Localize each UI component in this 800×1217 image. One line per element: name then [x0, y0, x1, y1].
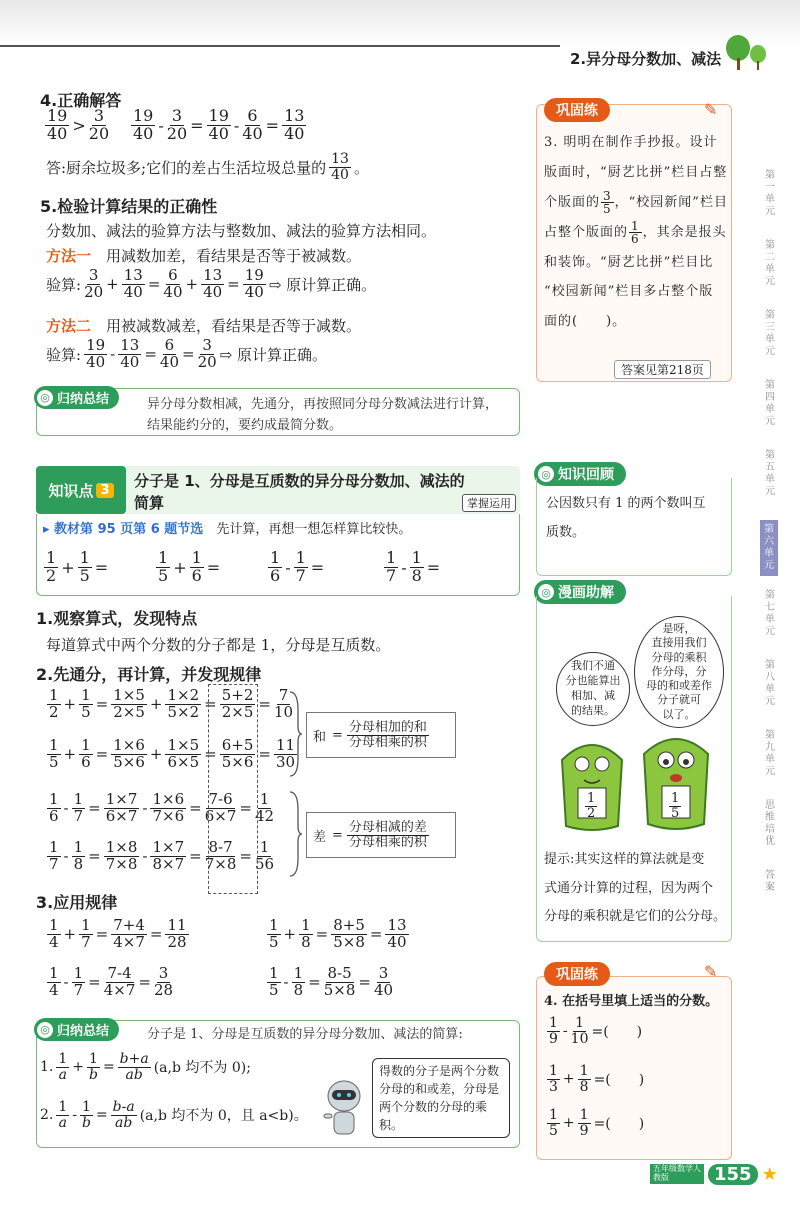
method1-eq: 验算: 3 20 + $\frac{13}{40}$ = $\frac{6}{40}$ + $\frac{13}{40}$ = $\frac{19}{40}$ ⇨ 原计算正确。: [46, 266, 377, 301]
knowledge-point-header: [36, 466, 520, 514]
star-icon: ★: [761, 1163, 778, 1185]
summary2-badge: ◎ 归纳总结: [34, 1018, 119, 1041]
unit-tab[interactable]: 第 八 单 元: [765, 660, 775, 707]
target-icon: ◎: [37, 1022, 53, 1038]
page-tag: 五年级数学人教版: [650, 1164, 704, 1184]
unit-tab[interactable]: 第 三 单 元: [765, 310, 775, 357]
header-title: 2.异分母分数加、减法: [570, 50, 722, 68]
textbook-box: ▸ 教材第 95 页第 6 题节选 先计算，再想一想怎样算比较快。 1 2 + $\frac{1}{5}$ = 1 5 + $\frac{1}{6}$ = 1 6 - $\frac{1}{7}$ = 1 7 - $\frac{1}{8}$ =: [36, 514, 520, 596]
method2-line: 方法二 用被减数减差，看结果是否等于减数。: [46, 317, 362, 335]
method1-line: 方法一 用减数加差，看结果是否等于被减数。: [46, 247, 362, 265]
k3-row: 1 4 - $\frac{1}{7}$ = $\frac{7-4}{4\times 7}$ = $\frac{3}{28}$: [49, 964, 174, 999]
summary1-badge: ◎ 归纳总结: [34, 386, 119, 409]
target-icon: ◎: [538, 584, 554, 600]
k2-row: 1 2 + $\frac{1}{5}$ = $\frac{1\times 5}{2\times 5}$ + $\frac{1\times 2}{5\times 2}$ = $\frac{5+2}{2\times 5}$ = $\frac{7}{10}$: [49, 686, 294, 721]
k2-title: 2.先通分，再计算，并发现规律: [36, 665, 262, 684]
summary2-text: 分子是 1、分母是互质数的异分母分数加、减法的简算:: [147, 1027, 463, 1042]
practice-badge-2: 巩固练: [544, 962, 610, 986]
q4-prob-0: 1 9 - $\frac{1}{10}$ =( ): [549, 1015, 643, 1047]
method2-label: 方法二: [46, 317, 92, 335]
comic-badge: ◎ 漫画助解: [534, 580, 626, 604]
tree-icon: [722, 34, 770, 72]
section5-desc: 分数加、减法的验算方法与整数加、减法的验算方法相同。: [46, 222, 437, 240]
practice-badge-1: 巩固练: [544, 98, 610, 122]
k1-title: 1.观察算式，发现特点: [36, 609, 198, 628]
k3-row: 1 4 + $\frac{1}{7}$ = $\frac{7+4}{4\times 7}$ = $\frac{11}{28}$: [49, 916, 187, 951]
pencil-icon: ✎: [704, 100, 718, 119]
comic-bubble-1: 我们不通 分也能算出 相加、减 的结果。: [556, 652, 630, 726]
dashed-box: [208, 684, 258, 894]
answer-ref: 答案见第218页: [614, 360, 711, 379]
comic-hint: 提示:其实这样的算法就是变 式通分计算的过程，因为两个 分母的乘积就是它们的公分母。: [544, 852, 727, 925]
method2-eq: 验算: 19 40 - $\frac{13}{40}$ = $\frac{6}{40}$ = $\frac{3}{20}$ ⇨ 原计算正确。: [46, 336, 328, 371]
k3b-title: 3.应用规律: [36, 893, 118, 912]
q4-prob-2: 1 5 + $\frac{1}{9}$ =( ): [549, 1107, 645, 1139]
char1-fraction: 1 2: [587, 791, 596, 821]
formula2: 2. 1 a - $\frac{1}{b}$ = $\frac{b-a}{ab}$ (a,b 均不为 0，且 a<b)。: [40, 1099, 308, 1131]
unit-tab[interactable]: 第 六 单 元: [760, 520, 778, 576]
q3-text: 3. 明明在制作手抄报。设计 版面时，“厨艺比拼”栏目占整 个版面的 3 5 ，“校园新闻”栏目 占整个版面的 1 6 ，其余是报头 和装饰。“厨艺比拼”栏目比 “校园新闻”栏目多占整个版 面的( )。: [544, 135, 728, 330]
summary2-bubble: 得数的分子是两个分数分母的和或差，分母是两个分数的分母的乘积。: [372, 1058, 510, 1138]
kp-prob-1: 1 5 + $\frac{1}{6}$ =: [158, 548, 221, 585]
k1-text: 每道算式中两个分数的分子都是 1，分母是互质数。: [46, 636, 391, 654]
unit-tab[interactable]: 第 九 单 元: [765, 730, 775, 777]
k2-row: 1 6 - $\frac{1}{7}$ = $\frac{1\times 7}{6\times 7}$ - $\frac{1\times 6}{7\times 6}$ = $\frac{7-6}{6\times 7}$ = $\frac{1}{42}$: [49, 790, 275, 825]
unit-tab[interactable]: 思 维 培 优: [765, 800, 775, 847]
q4-text: 4. 在括号里填上适当的分数。: [544, 994, 719, 1009]
section4-ex1: 19 40 > 3 20: [47, 106, 110, 143]
header-bar: [0, 0, 800, 70]
section4-answer: 答:厨余垃圾多;它们的差占生活垃圾总量的 13 40 。: [46, 151, 369, 183]
formula1: 1. 1 a + $\frac{1}{b}$ = $\frac{b+a}{ab}$ (a,b 均不为 0);: [40, 1051, 251, 1083]
k3-row: 1 5 + $\frac{1}{8}$ = $\frac{8+5}{5\times 8}$ = $\frac{13}{40}$: [269, 916, 407, 951]
kp-tag: 掌握运用: [462, 494, 516, 512]
q4-prob-1: 1 3 + $\frac{1}{8}$ =( ): [549, 1063, 645, 1095]
method1-label: 方法一: [46, 247, 92, 265]
kp-title-2: 简算: [134, 494, 165, 512]
target-icon: ◎: [538, 466, 554, 482]
review-text: 公因数只有 1 的两个数叫互 质数。: [546, 496, 706, 540]
section4-title: 4.正确解答: [40, 91, 122, 110]
kp-prob-3: 1 7 - $\frac{1}{8}$ =: [386, 548, 441, 585]
k3-row: 1 5 - $\frac{1}{8}$ = $\frac{8-5}{5\times 8}$ = $\frac{3}{40}$: [269, 964, 394, 999]
sum-rule-box: 和 = 分母相加的和 分母相乘的积: [306, 712, 456, 758]
review-badge: ◎ 知识回顾: [534, 462, 626, 486]
k2-row: 1 7 - $\frac{1}{8}$ = $\frac{1\times 8}{7\times 8}$ - $\frac{1\times 7}{8\times 7}$ = $\frac{8-7}{7\times 8}$ = $\frac{1}{56}$: [49, 838, 275, 873]
k2-row: 1 5 + $\frac{1}{6}$ = $\frac{1\times 6}{5\times 6}$ + $\frac{1\times 5}{6\times 5}$ = $\frac{6+5}{5\times 6}$ = $\frac{11}{30}$: [49, 736, 296, 771]
target-icon: ◎: [37, 390, 53, 406]
comic-bubble-2: 是呀， 直接用我们 分母的乘积 作分母，分 母的和或差作 分子就可 以了。: [634, 616, 724, 728]
unit-tab[interactable]: 第 一 单 元: [765, 170, 775, 217]
unit-tab[interactable]: 第 五 单 元: [765, 450, 775, 497]
kp-prob-2: 1 6 - $\frac{1}{7}$ =: [270, 548, 325, 585]
pencil-icon: ✎: [704, 962, 718, 981]
brace-diff: [288, 790, 302, 878]
kp-title-1: 分子是 1、分母是互质数的异分母分数加、减法的: [134, 472, 465, 490]
robot-icon: [320, 1076, 368, 1140]
brace-sum: [288, 690, 302, 778]
section5-title: 5.检验计算结果的正确性: [40, 197, 218, 216]
knowledge-point-badge: 知识点 3: [36, 466, 126, 514]
unit-tab[interactable]: 第 四 单 元: [765, 380, 775, 427]
char2-fraction: 1 5: [671, 791, 680, 821]
page-number: 155: [708, 1164, 758, 1185]
summary1-text: 异分母分数相减，先通分，再按照同分母分数减法进行计算，结果能约分的，要约成最简分数。: [147, 397, 499, 433]
unit-tab[interactable]: 答 案: [765, 870, 775, 893]
kp-prob-0: 1 2 + $\frac{1}{5}$ =: [46, 548, 109, 585]
section4-ex2: 19 40 - $\frac{3}{20}$ = $\frac{19}{40}$ - $\frac{6}{40}$ = $\frac{13}{40}$: [133, 106, 305, 143]
page-footer: [650, 1162, 780, 1186]
unit-tab[interactable]: 第 二 单 元: [765, 240, 775, 287]
unit-tab[interactable]: 第 七 单 元: [765, 590, 775, 637]
diff-rule-box: 差 = 分母相减的差 分母相乘的积: [306, 812, 456, 858]
